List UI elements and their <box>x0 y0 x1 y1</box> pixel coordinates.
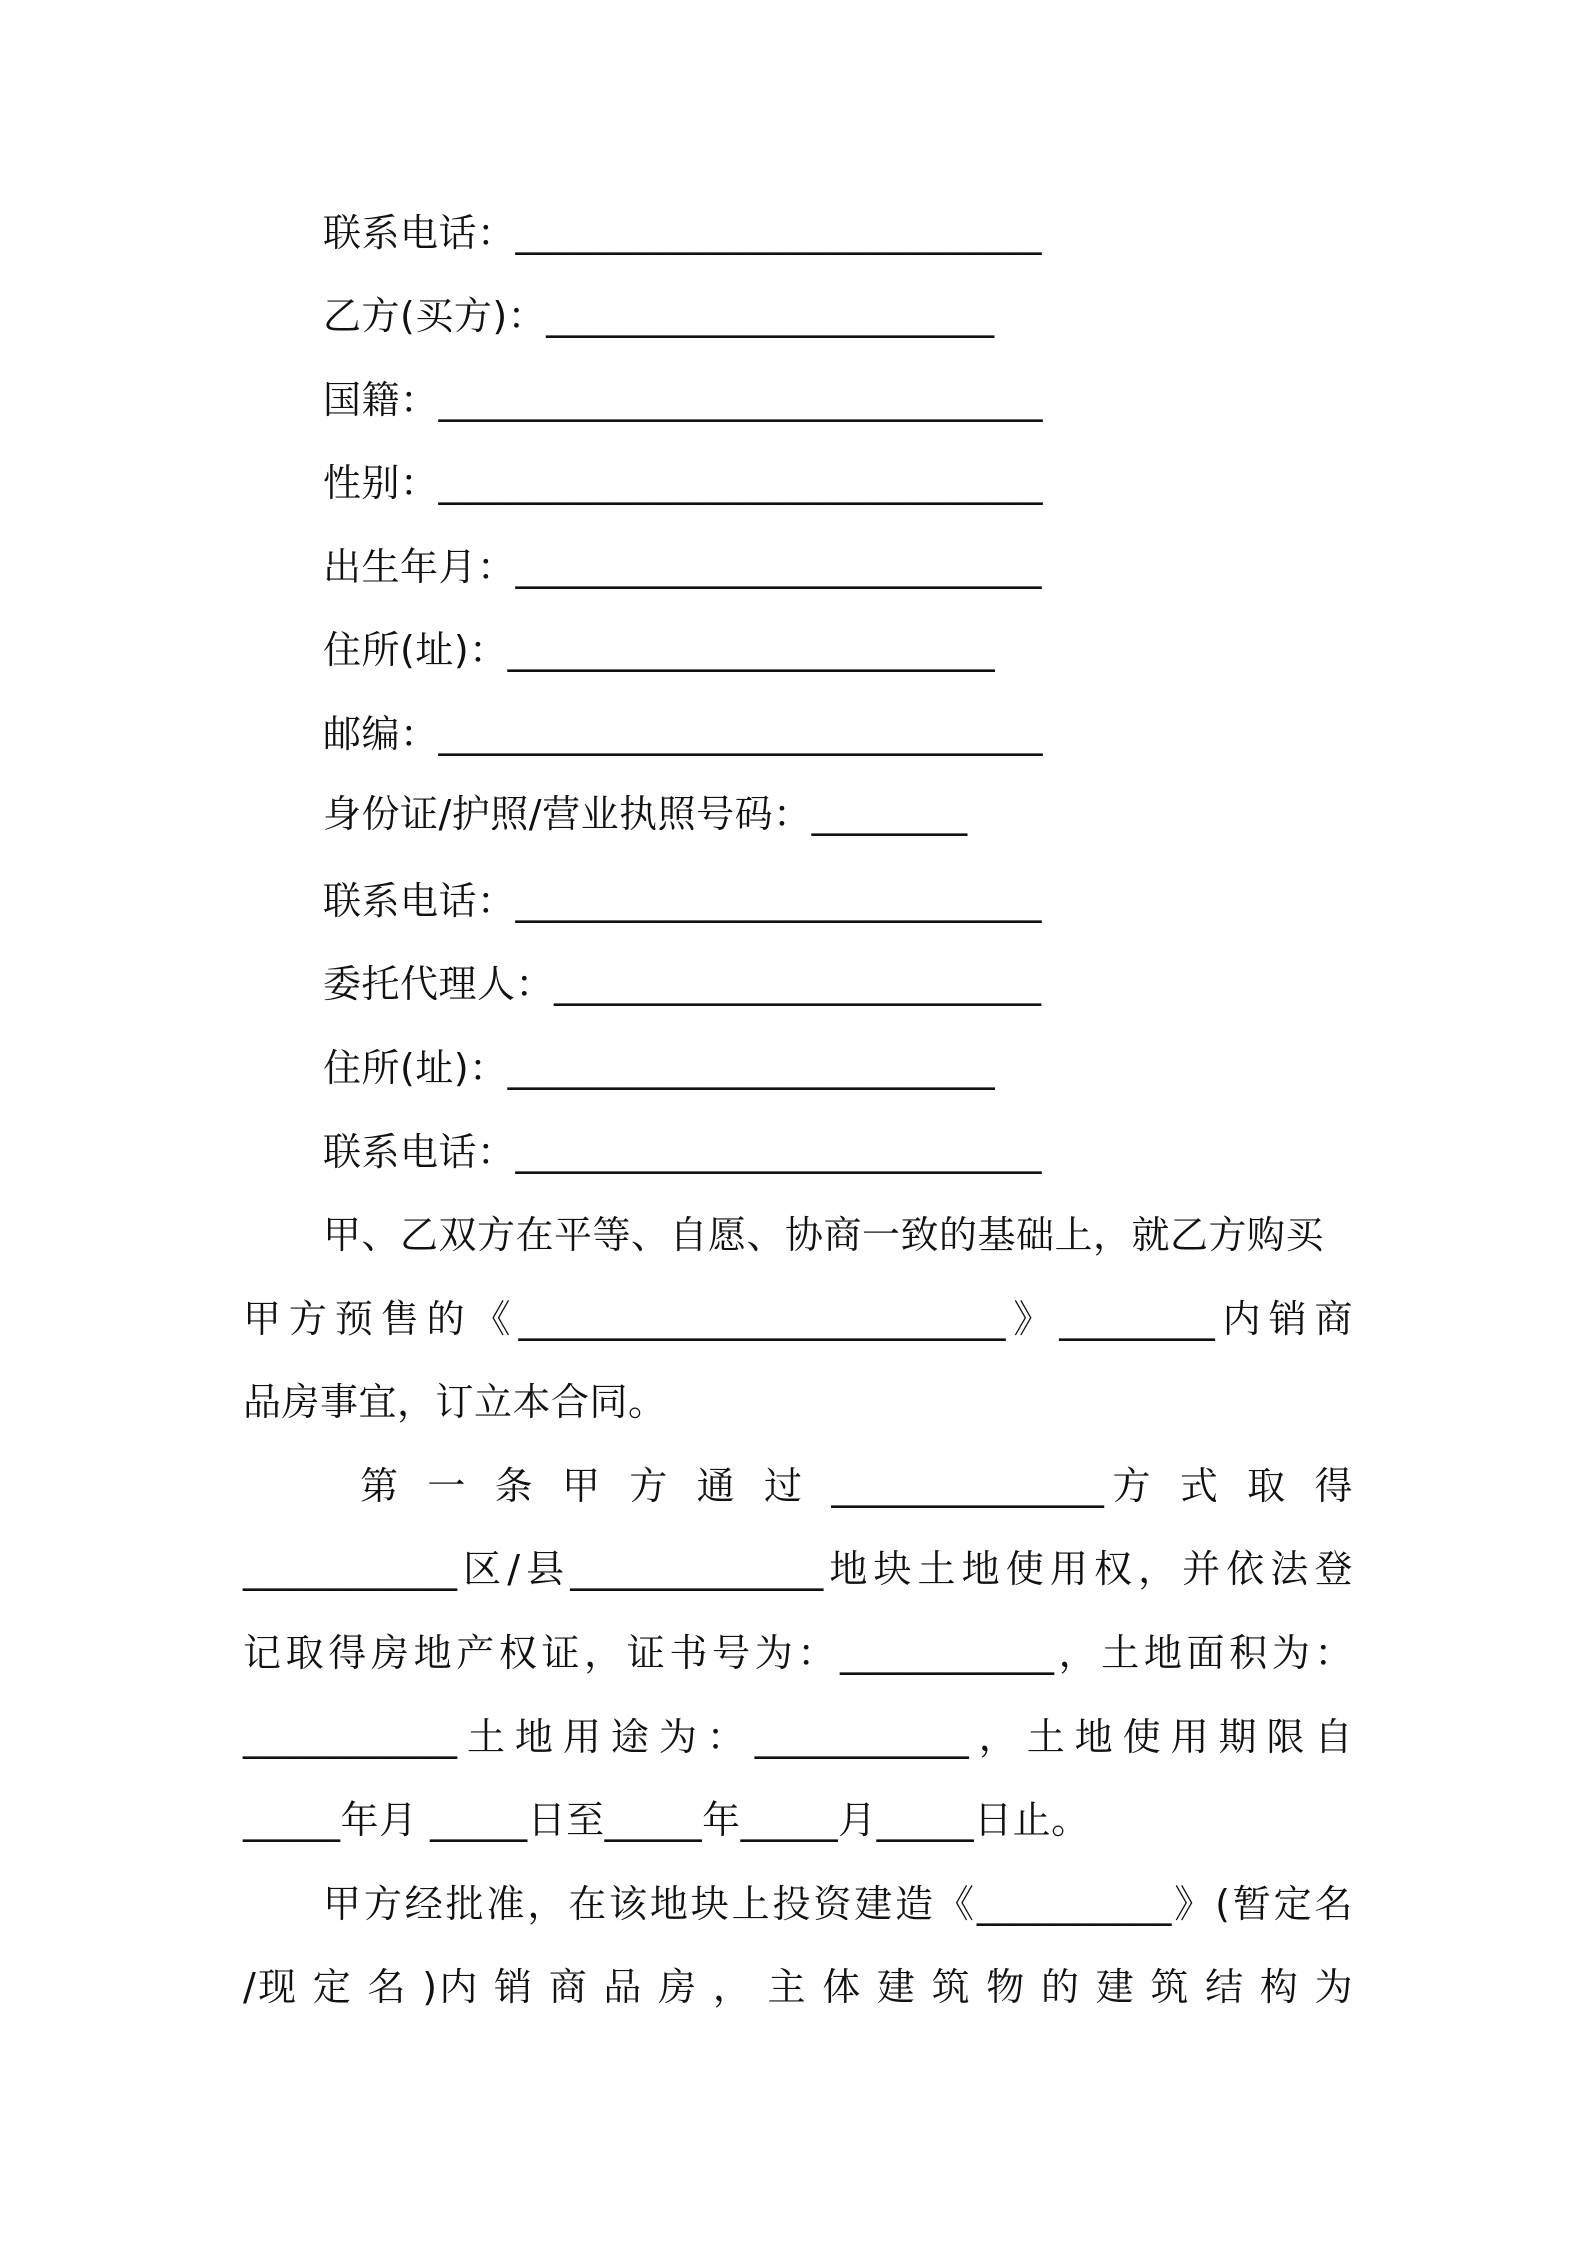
contact-phone-field-2: 联系电话：___________________________ <box>323 879 1043 923</box>
article-one-line-2: ___________区/县_____________地块土地使用权，并依法登 <box>243 1547 1353 1591</box>
birth-date-field: 出生年月：___________________________ <box>323 545 1043 589</box>
paragraph-intro-line-1: 甲、乙双方在平等、自愿、协商一致的基础上，就乙方购买 <box>323 1213 1325 1257</box>
construction-line-2: /现 定 名 )内 销 商 品 房 ， 主 体 建 筑 物 的 建 筑 结 构 为 <box>243 1965 1353 2009</box>
contact-phone-field-3: 联系电话：___________________________ <box>323 1130 1043 1174</box>
gender-field: 性别：_______________________________ <box>323 461 1044 505</box>
address-field-1: 住所(址)：_________________________ <box>323 628 996 672</box>
paragraph-intro-line-2: 甲方预售的《_________________________》________内销商 <box>243 1297 1353 1341</box>
article-one-line-1: 第 一 条 甲 方 通 过 ______________方 式 取 得 <box>360 1464 1353 1508</box>
party-b-buyer-field: 乙方(买方)：_______________________ <box>323 294 995 338</box>
postcode-field: 邮编：_______________________________ <box>323 712 1044 756</box>
article-one-line-4: ___________土地用途为：___________，土地使用期限自 <box>243 1715 1353 1759</box>
paragraph-intro-line-3: 品房事宜，订立本合同。 <box>243 1380 667 1424</box>
article-one-line-3: 记取得房地产权证，证书号为：___________，土地面积为： <box>243 1631 1353 1675</box>
contact-phone-field-1: 联系电话：___________________________ <box>323 211 1043 255</box>
construction-line-1: 甲方经批准，在该地块上投资建造《__________》(暂定名 <box>323 1882 1353 1926</box>
nationality-field: 国籍：_______________________________ <box>323 378 1044 422</box>
agent-field: 委托代理人：_________________________ <box>323 962 1042 1006</box>
id-passport-license-field: 身份证/护照/营业执照号码：________ <box>323 792 968 836</box>
article-one-line-5: _____年月 _____日至_____年_____月_____日止。 <box>243 1798 1090 1842</box>
address-field-2: 住所(址)：_________________________ <box>323 1046 996 1090</box>
